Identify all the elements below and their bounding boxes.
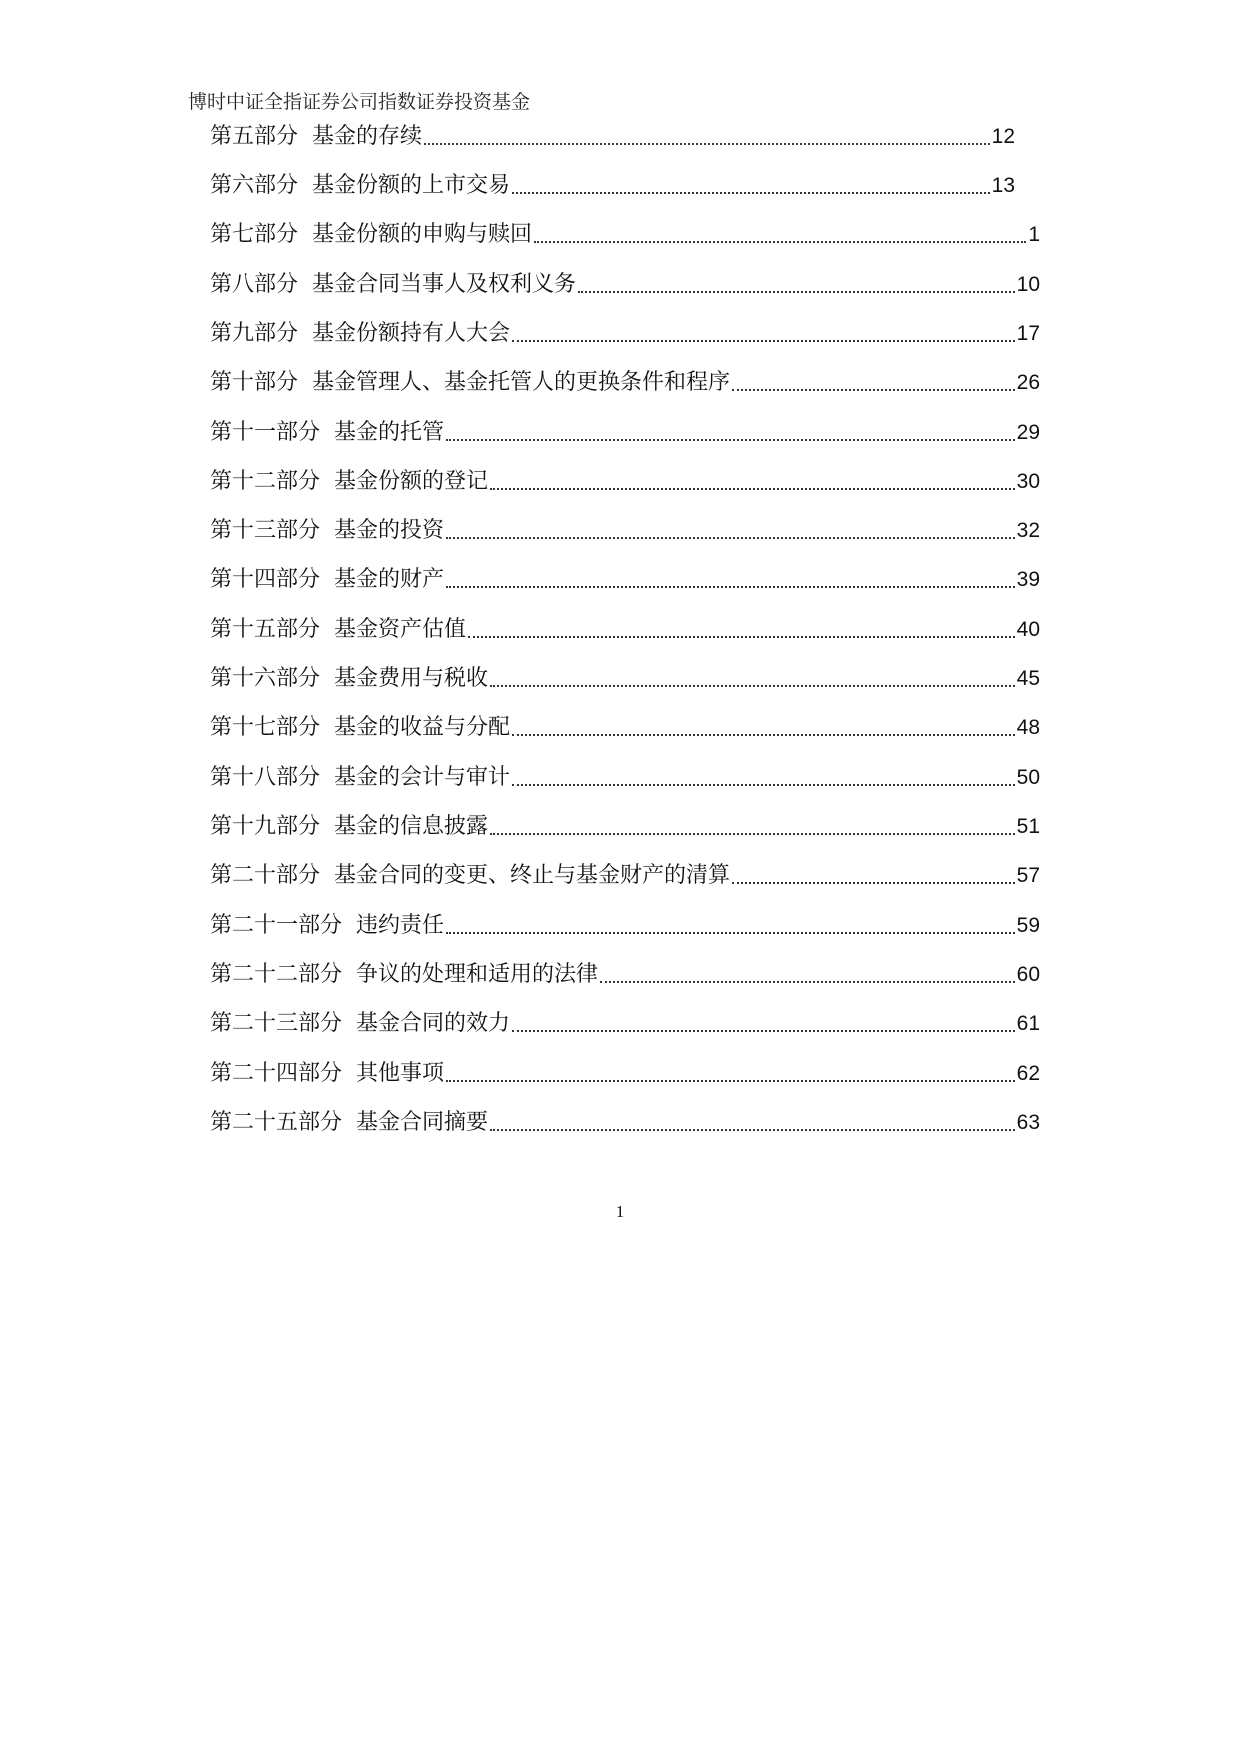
toc-part-label: 第十六部分	[210, 666, 321, 691]
toc-title: 基金份额持有人大会	[312, 321, 511, 346]
toc-entry[interactable]	[210, 165, 1015, 201]
toc-title: 基金管理人、基金托管人的更换条件和程序	[312, 370, 731, 395]
toc-entry[interactable]	[210, 954, 1040, 990]
toc-dot-leader	[446, 1079, 1015, 1082]
toc-page-number: 51	[1016, 815, 1040, 838]
toc-part-label: 第二十三部分	[210, 1011, 343, 1036]
toc-part-label: 第十七部分	[210, 715, 321, 740]
toc-dot-leader	[512, 339, 1015, 342]
toc-dot-leader	[732, 388, 1015, 391]
toc-dot-leader	[534, 240, 1026, 243]
toc-entry[interactable]	[210, 559, 1040, 595]
toc-page-number: 39	[1016, 568, 1040, 591]
toc-page-number: 30	[1016, 470, 1040, 493]
toc-dot-leader	[446, 536, 1015, 539]
toc-entry[interactable]	[210, 707, 1040, 743]
toc-dot-leader	[512, 783, 1015, 786]
toc-title: 基金合同的变更、终止与基金财产的清算	[334, 863, 731, 888]
toc-entry[interactable]	[210, 905, 1040, 941]
toc-dot-leader	[512, 191, 990, 194]
toc-part-label: 第二十二部分	[210, 962, 343, 987]
toc-title: 基金合同的效力	[356, 1011, 511, 1036]
toc-dot-leader	[446, 931, 1015, 934]
toc-part-label: 第十四部分	[210, 567, 321, 592]
toc-dot-leader	[490, 832, 1015, 835]
toc-entry[interactable]	[210, 658, 1040, 694]
toc-title: 基金份额的登记	[334, 469, 489, 494]
toc-part-label: 第十九部分	[210, 814, 321, 839]
toc-part-label: 第二十部分	[210, 863, 321, 888]
toc-title: 基金的信息披露	[334, 814, 489, 839]
toc-dot-leader	[512, 733, 1015, 736]
toc-page-number: 60	[1016, 963, 1040, 986]
toc-title: 基金份额的申购与赎回	[312, 222, 533, 247]
toc-dot-leader	[512, 1029, 1015, 1032]
toc-page-number: 17	[1016, 322, 1040, 345]
toc-dot-leader	[600, 980, 1015, 983]
toc-dot-leader	[578, 290, 1015, 293]
toc-title: 基金合同摘要	[356, 1110, 489, 1135]
toc-part-label: 第二十四部分	[210, 1061, 343, 1086]
toc-dot-leader	[732, 881, 1015, 884]
toc-dot-leader	[490, 684, 1015, 687]
toc-title: 基金的投资	[334, 518, 445, 543]
toc-entry[interactable]	[210, 214, 1040, 250]
toc-page-number: 32	[1016, 519, 1040, 542]
toc-title: 基金份额的上市交易	[312, 173, 511, 198]
toc-part-label: 第十一部分	[210, 420, 321, 445]
toc-part-label: 第五部分	[210, 124, 299, 149]
toc-dot-leader	[424, 142, 990, 145]
toc-entry[interactable]	[210, 1102, 1040, 1138]
toc-part-label: 第十八部分	[210, 765, 321, 790]
toc-title: 基金资产估值	[334, 617, 467, 642]
toc-part-label: 第六部分	[210, 173, 299, 198]
toc-title: 违约责任	[356, 913, 445, 938]
toc-entry[interactable]	[210, 806, 1040, 842]
toc-page-number: 13	[991, 174, 1015, 197]
toc-page-number: 1	[1028, 223, 1040, 246]
toc-part-label: 第二十五部分	[210, 1110, 343, 1135]
toc-page-number: 63	[1016, 1111, 1040, 1134]
toc-dot-leader	[490, 487, 1015, 490]
toc-page-number: 10	[1016, 273, 1040, 296]
toc-entry[interactable]	[210, 461, 1040, 497]
document-header: 博时中证全指证券公司指数证券投资基金	[188, 91, 531, 113]
toc-page-number: 62	[1016, 1062, 1040, 1085]
toc-part-label: 第二十一部分	[210, 913, 343, 938]
toc-entry[interactable]	[210, 510, 1040, 546]
toc-title: 争议的处理和适用的法律	[356, 962, 599, 987]
toc-entry[interactable]	[210, 116, 1015, 152]
toc-entry[interactable]	[210, 757, 1040, 793]
toc-title: 基金的会计与审计	[334, 765, 511, 790]
toc-dot-leader	[490, 1128, 1015, 1131]
toc-part-label: 第八部分	[210, 272, 299, 297]
toc-page-number: 50	[1016, 766, 1040, 789]
toc-title: 其他事项	[356, 1061, 445, 1086]
toc-page-number: 12	[991, 125, 1015, 148]
toc-dot-leader	[446, 438, 1015, 441]
toc-page-number: 26	[1016, 371, 1040, 394]
toc-entry[interactable]	[210, 412, 1040, 448]
toc-dot-leader	[446, 585, 1015, 588]
toc-entry[interactable]	[210, 855, 1040, 891]
toc-part-label: 第九部分	[210, 321, 299, 346]
toc-title: 基金的财产	[334, 567, 445, 592]
toc-title: 基金费用与税收	[334, 666, 489, 691]
toc-entry[interactable]	[210, 313, 1040, 349]
toc-dot-leader	[468, 635, 1015, 638]
toc-title: 基金的托管	[334, 420, 445, 445]
toc-title: 基金的收益与分配	[334, 715, 511, 740]
toc-title: 基金的存续	[312, 124, 423, 149]
toc-part-label: 第十部分	[210, 370, 299, 395]
toc-page-number: 40	[1016, 618, 1040, 641]
toc-part-label: 第十二部分	[210, 469, 321, 494]
toc-entry[interactable]	[210, 264, 1040, 300]
toc-page-number: 61	[1016, 1012, 1040, 1035]
page-number: 1	[615, 1202, 625, 1221]
toc-entry[interactable]	[210, 609, 1040, 645]
toc-page-number: 57	[1016, 864, 1040, 887]
toc-page-number: 45	[1016, 667, 1040, 690]
toc-part-label: 第七部分	[210, 222, 299, 247]
toc-entry[interactable]	[210, 1053, 1040, 1089]
toc-page-number: 59	[1016, 914, 1040, 937]
toc-entry[interactable]	[210, 1003, 1040, 1039]
toc-part-label: 第十五部分	[210, 617, 321, 642]
toc-part-label: 第十三部分	[210, 518, 321, 543]
toc-page-number: 48	[1016, 716, 1040, 739]
toc-entry[interactable]	[210, 362, 1040, 398]
toc-page-number: 29	[1016, 421, 1040, 444]
toc-title: 基金合同当事人及权利义务	[312, 272, 577, 297]
